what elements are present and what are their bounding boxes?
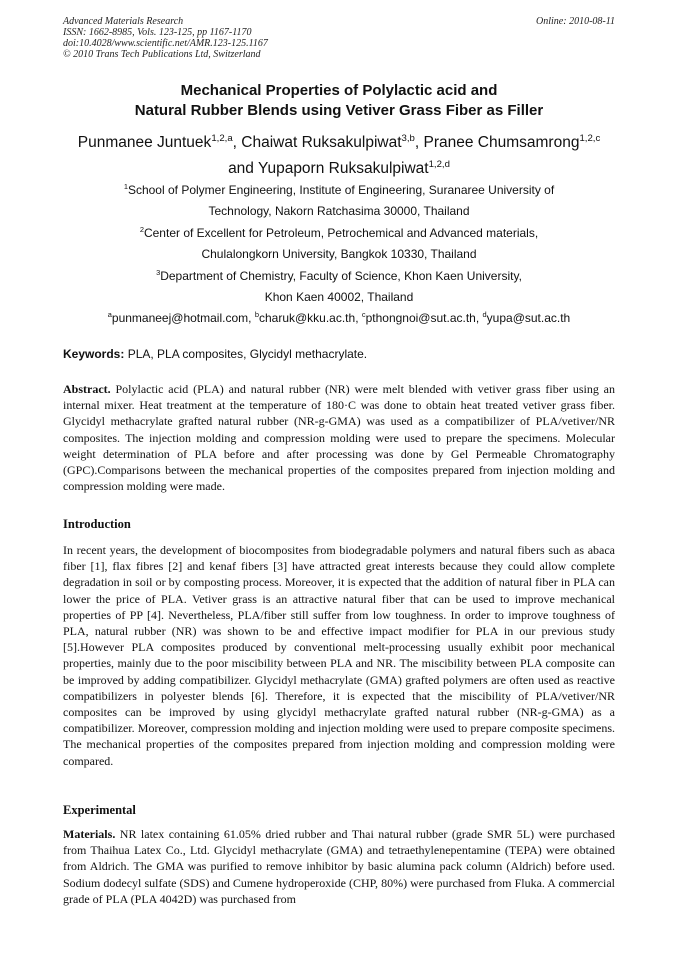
introduction-text: In recent years, the development of biocomposites from biodegradable polymers and natural fibers such as abaca fiber [1], flax fibres [2] and kenaf fibers [3] have attracted great interests because they could allow complete degradation in soil or by composting process. Moreover, it is expected that the addition of natural fiber in PLA can lower the price of PLA. Vetiver grass is an attractive natural fiber that can be used to improve mechanical properties of PP [4]. Nevertheless, PLA/fiber still suffer from low toughness. In order to improve toughness of PLA, natural rubber (NR) was shown to be and effective impact modifier for PLA in our previous study [5].However PLA composites produced by conventional melt-processing usually exhibit poor mechanical properties, mainly due to the poor miscibility between PLA and NR. The miscibility between PLA composite can be improved by adding compatibilizer. Glycidyl methacrylate (GMA) grafted polymers are often used as reactive compatibilizers in polyester blends [6]. Therefore, it is expected that the miscibility of PLA/vetiver/NR composites can be improved by using glycidyl methacrylate grafted natural rubber (NR-g-GMA) as a compatibilizer. Moreover, compression molding and injection molding were used to prepare composite specimens. The mechanical properties of the composites prepared from injection molding and compression molding were compared. (63, 543, 615, 768)
email-sup: c (361, 310, 366, 320)
email-sup: b (254, 310, 259, 320)
experimental-heading: Experimental (63, 803, 136, 817)
journal-info (63, 16, 615, 60)
affiliation-1-line-1 (40, 180, 638, 201)
affiliation-2-line-2: Chulalongkorn University, Bangkok 10330, Thailand (201, 247, 477, 262)
author-list (40, 130, 638, 182)
affiliation-sup: 3 (156, 267, 161, 277)
email-link[interactable]: yupa@sut.ac.th (486, 311, 571, 326)
affiliation-text: Department of Chemistry, Faculty of Science, Khon Kaen University, (160, 268, 522, 283)
affiliation-text: Center of Excellent for Petroleum, Petrochemical and Advanced materials, (143, 225, 539, 240)
title-line-1: Mechanical Properties of Polylactic acid and (180, 82, 498, 99)
author-name: Yupaporn Ruksakulpiwat (257, 160, 429, 177)
abstract-label: Abstract. (63, 382, 111, 396)
journal-doi: doi:10.4028/www.scientific.net/AMR.123-125.1167 (63, 38, 268, 49)
author-name: Pranee Chumsamrong (423, 134, 580, 151)
email-link[interactable]: pthongnoi@sut.ac.th, (365, 311, 480, 326)
materials-text: NR latex containing 61.05% dried rubber and Thai natural rubber (grade SMR 5L) were purchased from Thaihua Latex Co., Ltd. Glycidyl methacrylate (GMA) and tetraethylenepentamine (TEPA) were obtained from Aldrich. The GMA was purified to remove inhibitor by basic alumina pack column (Aldrich) before used. Sodium dodecyl sulfate (SDS) and Cumene hydroperoxide (CHP, 80%) were purchased from Fluka. A commercial grade of PLA (PLA 4042D) was purchased from (63, 827, 616, 906)
paper-title (40, 81, 638, 121)
keywords (63, 346, 615, 362)
abstract (63, 381, 615, 494)
email-sup: d (482, 310, 487, 320)
affiliation-sup: 2 (139, 224, 144, 234)
author-sup: 3,b (401, 132, 415, 144)
materials-paragraph (63, 826, 615, 907)
author-line-1: Punmanee Juntuek$^{1,2,a}$, Chaiwat Ruksakulpiwat$^{3,b}$, Pranee Chumsamrong$^{1,2,c}$ (77, 132, 601, 151)
author-name: Punmanee Juntuek (77, 134, 212, 151)
keywords-text: PLA, PLA composites, Glycidyl methacrylate. (127, 347, 368, 361)
author-conjunction: and (228, 160, 254, 177)
email-link[interactable]: charuk@kku.ac.th, (258, 311, 359, 326)
author-name: Chaiwat Ruksakulpiwat (241, 134, 402, 151)
author-sup: 1,2,c (579, 132, 601, 144)
abstract-text: Polylactic acid (PLA) and natural rubber (NR) were melt blended with vetiver grass fiber using an internal mixer. Heat treatment at the temperature of 180·C was done to obtain heat treated vetiver grass fiber. Glycidyl methacrylate grafted natural rubber (NR-g-GMA) was used as a compatibilizer of PLA/vetiver/NR composites. The injection molding and compression molding were used to prepare the specimens. Molecular weight determination of PLA before and after processing was done by Gel Permeable Chromatography (GPC).Comparisons between the mechanical properties of the composites prepared from injection molding and compression molding were made. (63, 382, 616, 494)
materials-label: Materials. (63, 827, 116, 841)
email-link[interactable]: punmaneej@hotmail.com, (111, 311, 252, 326)
journal-copyright: © 2010 Trans Tech Publications Ltd, Switzerland (63, 49, 261, 60)
online-date: Online: 2010-08-11 (536, 16, 615, 27)
affiliations (40, 180, 638, 330)
email-sup: a (107, 310, 112, 320)
affiliation-text: School of Polymer Engineering, Institute of Engineering, Suranaree University of (127, 183, 555, 197)
author-sup: 1,2,a (211, 132, 233, 144)
author-emails (40, 308, 638, 329)
journal-name: Advanced Materials Research (63, 16, 184, 27)
affiliation-3-line-2: Khon Kaen 40002, Thailand (264, 290, 414, 305)
affiliation-3-line-1 (40, 266, 638, 287)
affiliation-sup: 1 (123, 182, 128, 191)
introduction-heading: Introduction (63, 517, 131, 531)
affiliation-2-line-1 (40, 223, 638, 244)
journal-header (63, 16, 615, 60)
journal-issn: ISSN: 1662-8985, Vols. 123-125, pp 1167-1170 (63, 27, 252, 38)
author-line-2 (40, 156, 638, 182)
title-line-2: Natural Rubber Blends using Vetiver Grass Fiber as Filler (134, 102, 544, 119)
author-sup: 1,2,d (428, 158, 450, 170)
affiliation-1-line-2: Technology, Nakorn Ratchasima 30000, Thailand (208, 204, 470, 219)
keywords-label: Keywords: (63, 347, 125, 361)
